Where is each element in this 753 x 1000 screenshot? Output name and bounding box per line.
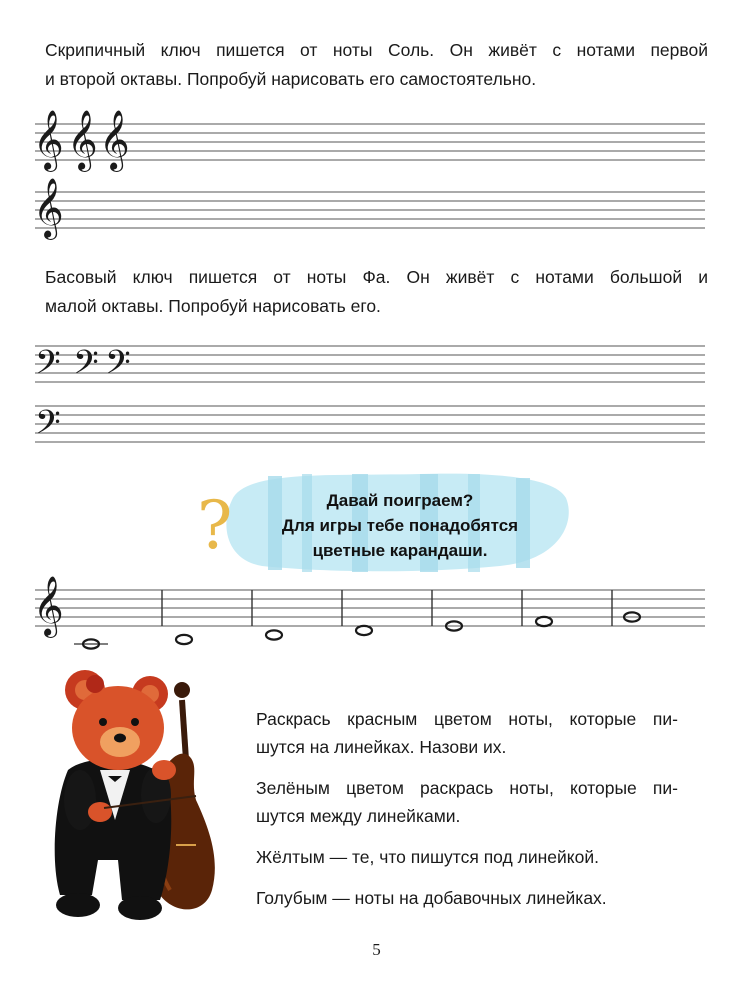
task-2-line-2: шутся между линейками. bbox=[256, 806, 461, 826]
bass-clef-icon: 𝄢 bbox=[35, 404, 61, 450]
treble-clef-icon: 𝄞 bbox=[33, 178, 64, 238]
treble-instructions-line-1: Скрипичный ключ пишется от ноты Соль. Он живёт с нотами первой bbox=[45, 40, 708, 60]
task-3 bbox=[256, 843, 678, 871]
question-mark-icon: ? bbox=[197, 487, 233, 564]
bass-clef-icon: 𝄢 bbox=[35, 344, 61, 390]
callout-line-2: Для игры тебе понадобятся bbox=[281, 516, 519, 535]
whole-note-icon bbox=[266, 630, 282, 639]
whole-notes bbox=[74, 612, 640, 648]
task-4 bbox=[256, 884, 678, 912]
task-1-line-1: Раскрась красным цветом ноты, которые пи- bbox=[256, 709, 678, 729]
whole-note-icon bbox=[74, 639, 108, 648]
task-4-text: Голубым — ноты на добавочных линейках. bbox=[256, 888, 607, 908]
task-2-line-1: Зелёным цветом раскрась ноты, которые пи- bbox=[256, 778, 678, 798]
whole-note-icon bbox=[176, 635, 192, 644]
bear-with-double-bass-illustration bbox=[55, 670, 215, 920]
callout-line-1: Давай поиграем? bbox=[326, 491, 474, 510]
treble-clef-icon: 𝄞 bbox=[67, 110, 98, 170]
treble-staff-1 bbox=[35, 124, 705, 160]
treble-clef-icon: 𝄞 bbox=[99, 110, 130, 170]
treble-clef-icon: 𝄞 bbox=[33, 576, 64, 636]
bass-instructions-line-1: Басовый ключ пишется от ноты Фа. Он живёт с нотами большой и bbox=[45, 267, 708, 287]
page-number: 5 bbox=[372, 940, 381, 959]
task-1-line-2: шутся на линейках. Назови их. bbox=[256, 737, 507, 757]
whole-note-icon bbox=[536, 617, 552, 626]
game-callout-text bbox=[240, 488, 560, 563]
bass-clef-icon: 𝄢 bbox=[105, 344, 131, 390]
note-staff bbox=[35, 590, 705, 626]
treble-instructions-line-2: и второй октавы. Попробуй нарисовать его самостоятельно. bbox=[45, 69, 537, 89]
task-3-text: Жёлтым — те, что пишутся под линейкой. bbox=[256, 847, 599, 867]
whole-note-icon bbox=[356, 626, 372, 635]
bass-staff-2 bbox=[35, 406, 705, 442]
bass-clef-icon: 𝄢 bbox=[73, 344, 99, 390]
treble-clef-icon: 𝄞 bbox=[33, 110, 64, 170]
callout-line-3: цветные карандаши. bbox=[312, 541, 488, 560]
treble-staff-2 bbox=[35, 192, 705, 228]
task-1 bbox=[256, 705, 678, 761]
task-2 bbox=[256, 774, 678, 830]
coloring-tasks bbox=[256, 705, 678, 925]
bass-instructions-line-2: малой октавы. Попробуй нарисовать его. bbox=[45, 296, 381, 316]
bass-staff-1 bbox=[35, 346, 705, 382]
